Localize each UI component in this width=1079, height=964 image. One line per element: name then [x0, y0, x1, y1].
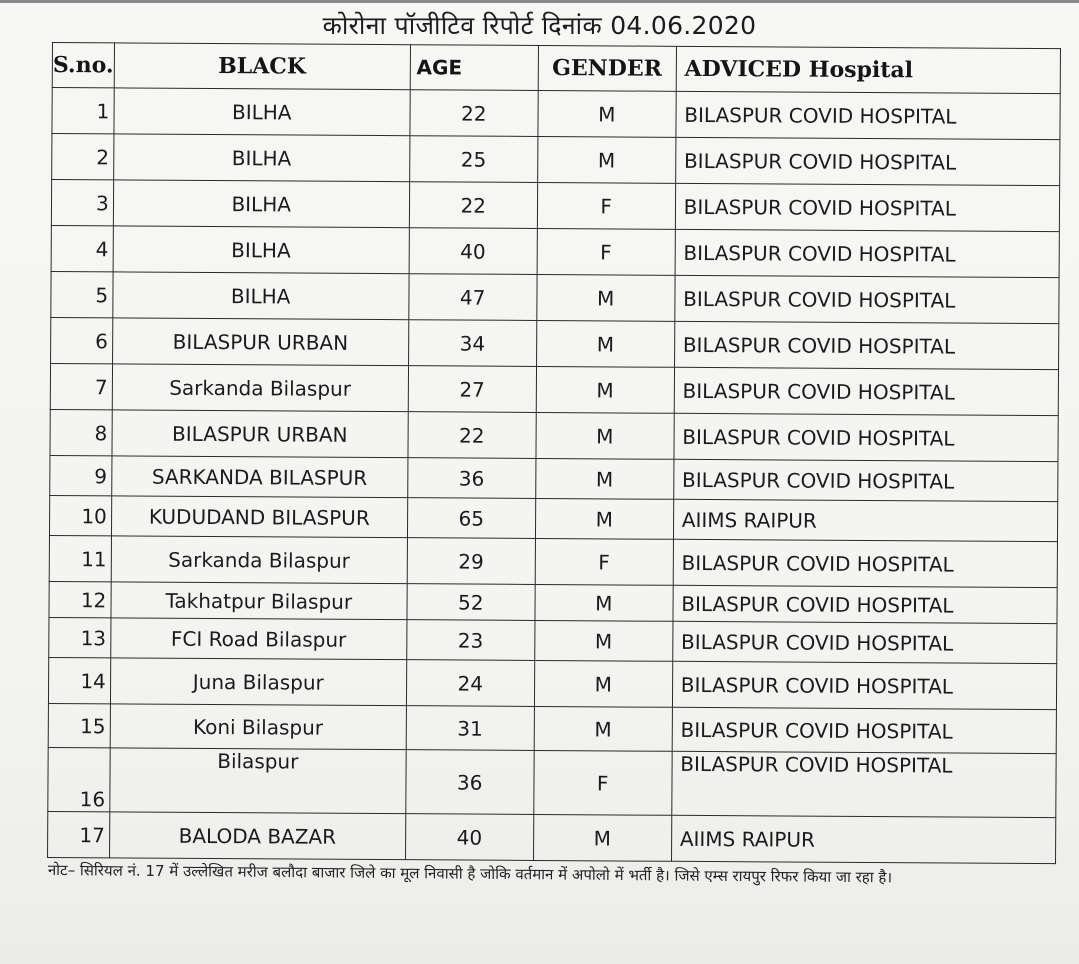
table-row: [50, 363, 1058, 415]
table-row: [50, 455, 1058, 501]
table-header-row: [52, 43, 1060, 94]
cell-block: Koni Bilaspur: [110, 704, 406, 750]
cell-age: 22: [410, 90, 538, 137]
cell-hospital: AIIMS RAIPUR: [673, 499, 1057, 541]
cell-sno: 7: [50, 363, 112, 409]
cell-sno: 5: [51, 271, 113, 317]
table-body: [48, 88, 1060, 864]
cell-age: 52: [407, 584, 535, 621]
cell-block: BILHA: [113, 134, 409, 182]
cell-gender: F: [535, 538, 673, 585]
cell-age: 25: [409, 136, 537, 183]
cell-hospital: BILASPUR COVID HOSPITAL: [672, 661, 1056, 709]
cell-age: 22: [409, 182, 537, 229]
cell-block: Juna Bilaspur: [110, 658, 406, 706]
cell-block: BILASPUR URBAN: [112, 410, 408, 458]
cell-block: Sarkanda Bilaspur: [112, 364, 408, 412]
cell-hospital: AIIMS RAIPUR: [671, 815, 1055, 863]
cell-sno: 12: [49, 581, 111, 617]
cell-sno: 15: [48, 703, 110, 747]
table-row: [51, 180, 1059, 232]
cell-gender: F: [534, 750, 672, 815]
cell-sno: 8: [50, 409, 112, 455]
cell-age: 22: [408, 412, 536, 459]
cell-age: 27: [408, 366, 536, 413]
cell-hospital: BILASPUR COVID HOSPITAL: [674, 321, 1058, 369]
cell-age: 34: [408, 320, 536, 367]
cell-age: 36: [406, 750, 534, 815]
cell-hospital: BILASPUR COVID HOSPITAL: [674, 413, 1058, 461]
cell-block: KUDUDAND BILASPUR: [111, 496, 407, 538]
header-sno: S.no.: [52, 43, 114, 88]
cell-gender: M: [537, 136, 675, 183]
cell-age: 29: [407, 538, 535, 585]
cell-gender: M: [535, 458, 673, 499]
cell-gender: M: [535, 498, 673, 539]
footnote: नोट– सिरियल नं. 17 में उल्लेखित मरीज बलौदा बाजार जिले का मूल निवासी है जोकि वर्तमान में अपोलो में भर्ती है। जिसे एम्स रायपुर रिफर किया जा रहा है।: [47, 860, 893, 887]
cell-sno: 16: [48, 747, 110, 811]
cell-block: FCI Road Bilaspur: [110, 618, 406, 660]
cell-hospital: BILASPUR COVID HOSPITAL: [672, 621, 1056, 663]
cell-gender: M: [538, 90, 676, 137]
cell-block: BILASPUR URBAN: [112, 318, 408, 366]
document-title: कोरोना पॉजीटिव रिपोर्ट दिनांक 04.06.2020: [322, 11, 757, 40]
cell-hospital: BILASPUR COVID HOSPITAL: [673, 585, 1057, 623]
cell-block: Bilaspur: [110, 748, 406, 814]
table-row: [48, 747, 1056, 817]
cell-sno: 9: [50, 455, 112, 495]
table-row: [52, 88, 1060, 140]
top-border-line: [0, 0, 1079, 3]
cell-gender: F: [537, 182, 675, 229]
cell-sno: 2: [52, 134, 114, 180]
table-row: [49, 535, 1057, 587]
cell-gender: M: [536, 412, 674, 459]
cell-age: 24: [406, 660, 534, 707]
table-row: [48, 811, 1056, 863]
cell-block: BILHA: [113, 226, 409, 274]
table-row: [49, 617, 1057, 663]
cell-gender: M: [534, 706, 672, 751]
cell-hospital: BILASPUR COVID HOSPITAL: [675, 275, 1059, 323]
cell-sno: 13: [49, 617, 111, 657]
cell-hospital: BILASPUR COVID HOSPITAL: [674, 367, 1058, 415]
cell-sno: 17: [48, 811, 110, 857]
cell-gender: M: [534, 620, 672, 661]
cell-gender: M: [536, 366, 674, 413]
cell-block: BILHA: [114, 88, 410, 136]
cell-hospital: BILASPUR COVID HOSPITAL: [676, 91, 1060, 139]
cell-hospital: BILASPUR COVID HOSPITAL: [675, 183, 1059, 231]
cell-age: 65: [407, 498, 535, 539]
cell-gender: M: [536, 320, 674, 367]
cell-age: 40: [409, 228, 537, 275]
cell-age: 47: [409, 274, 537, 321]
cell-sno: 6: [51, 317, 113, 363]
cell-block: Takhatpur Bilaspur: [111, 582, 407, 620]
cell-age: 36: [407, 458, 535, 499]
table-row: [51, 271, 1059, 323]
cell-block: Sarkanda Bilaspur: [111, 536, 407, 584]
table-row: [48, 703, 1056, 753]
header-age: AGE: [410, 45, 538, 91]
cell-gender: M: [534, 660, 672, 707]
table-row: [51, 317, 1059, 369]
cell-gender: F: [537, 228, 675, 275]
cell-hospital: BILASPUR COVID HOSPITAL: [675, 137, 1059, 185]
cell-block: BILHA: [113, 272, 409, 320]
cell-age: 31: [406, 706, 534, 751]
header-gender: GENDER: [538, 45, 676, 91]
cell-hospital: BILASPUR COVID HOSPITAL: [673, 539, 1057, 587]
cell-sno: 10: [49, 495, 111, 535]
cell-gender: M: [537, 274, 675, 321]
cell-block: BILHA: [113, 180, 409, 228]
report-table: [47, 42, 1061, 864]
cell-hospital: BILASPUR COVID HOSPITAL: [672, 707, 1056, 753]
table-row: [52, 134, 1060, 186]
table-row: [51, 225, 1059, 277]
cell-hospital: BILASPUR COVID HOSPITAL: [675, 229, 1059, 277]
cell-gender: M: [533, 814, 671, 861]
cell-gender: M: [535, 584, 673, 621]
cell-sno: 11: [49, 535, 111, 581]
cell-block: SARKANDA BILASPUR: [111, 456, 407, 498]
cell-age: 23: [406, 620, 534, 661]
cell-sno: 4: [51, 225, 113, 271]
table-row: [50, 409, 1058, 461]
cell-age: 40: [405, 814, 533, 861]
cell-sno: 14: [48, 657, 110, 703]
cell-sno: 1: [52, 88, 114, 134]
header-block: BLACK: [114, 43, 410, 90]
cell-block: BALODA BAZAR: [109, 812, 405, 860]
cell-sno: 3: [51, 180, 113, 226]
cell-hospital: BILASPUR COVID HOSPITAL: [672, 751, 1056, 817]
table-row: [49, 581, 1057, 623]
header-hospital: ADVICED Hospital: [676, 46, 1060, 93]
table-row: [49, 495, 1057, 541]
cell-hospital: BILASPUR COVID HOSPITAL: [673, 459, 1057, 501]
table-row: [48, 657, 1056, 709]
